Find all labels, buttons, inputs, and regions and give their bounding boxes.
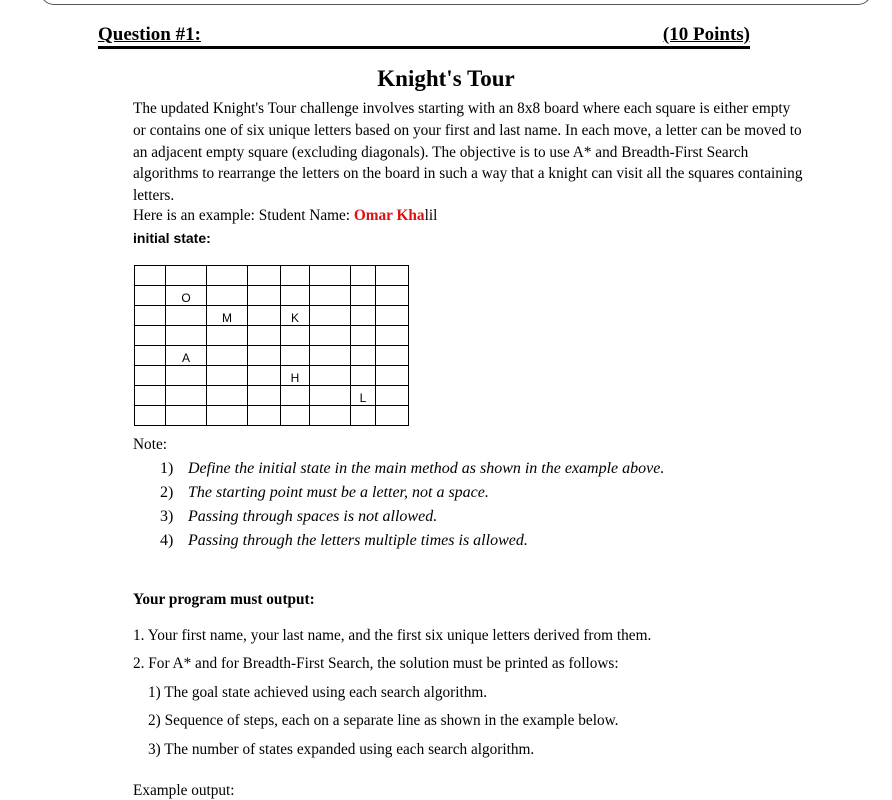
board-cell — [135, 386, 166, 406]
board-cell — [166, 266, 207, 286]
initial-state-label: initial state: — [133, 230, 211, 246]
board-cell — [248, 306, 281, 326]
board-cell — [135, 406, 166, 426]
document-title: Knight's Tour — [377, 66, 515, 91]
board-cell — [166, 406, 207, 426]
sub-requirement-item: 3) The number of states expanded using each search algorithm. — [148, 741, 535, 758]
requirement-item: 1. Your first name, your last name, and the first six unique letters derived from them. — [133, 627, 652, 644]
board-cell — [376, 406, 409, 426]
board-cell — [281, 346, 310, 366]
board-cell — [351, 346, 376, 366]
board-cell — [281, 286, 310, 306]
board-cell — [376, 366, 409, 386]
board-cell — [207, 326, 248, 346]
note-text: Passing through the letters multiple times is allowed. — [188, 532, 528, 549]
board-cell — [248, 346, 281, 366]
board-cell — [281, 406, 310, 426]
board-cell — [207, 386, 248, 406]
sub-requirement-item: 1) The goal state achieved using each search algorithm. — [148, 684, 488, 701]
board-cell — [135, 366, 166, 386]
intro-paragraph: The updated Knight's Tour challenge involves starting with an 8x8 board where each square is either empty or contains one of six unique letters based on your first and last name. In each move, a letter can be moved to an adjacent empty square (excluding diagonals). The objective is to use A* and Breadth-First Search algorithms to rearrange the letters on the board in such a way that a knight can visit all the squares containing letters. — [133, 100, 803, 205]
example-suffix: lil — [424, 207, 438, 224]
board-cell — [248, 326, 281, 346]
board-cell — [166, 326, 207, 346]
note-text: The starting point must be a letter, not a space. — [188, 484, 489, 501]
board-cell — [351, 266, 376, 286]
page-frame — [40, 0, 872, 5]
requirement-item: 2. For A* and for Breadth-First Search, the solution must be printed as follows: — [133, 655, 619, 672]
board-cell — [376, 346, 409, 366]
sub-requirement-item: 2) Sequence of steps, each on a separate line as shown in the example below. — [148, 712, 619, 729]
board-cell — [135, 346, 166, 366]
board-cell — [351, 326, 376, 346]
board-cell — [135, 326, 166, 346]
output-heading: Your program must output: — [133, 591, 315, 608]
board-cell — [310, 266, 351, 286]
board-cell: M — [207, 306, 248, 326]
board-cell — [351, 366, 376, 386]
note-item — [160, 531, 664, 555]
board-cell — [310, 386, 351, 406]
board-cell: A — [166, 346, 207, 366]
board-cell — [166, 386, 207, 406]
board-row — [135, 306, 409, 326]
note-number: 3) — [160, 508, 174, 525]
question-points: (10 Points) — [662, 24, 750, 45]
note-text: Define the initial state in the main method as shown in the example above. — [188, 460, 665, 477]
board-cell — [351, 306, 376, 326]
board-cell — [281, 266, 310, 286]
board-cell — [376, 286, 409, 306]
note-label: Note: — [133, 436, 167, 453]
board-cell — [248, 386, 281, 406]
board-cell: K — [281, 306, 310, 326]
question-header — [98, 24, 750, 49]
board-row — [135, 346, 409, 366]
example-line — [133, 207, 437, 225]
board-cell — [351, 286, 376, 306]
board-row — [135, 366, 409, 386]
note-text: Passing through spaces is not allowed. — [188, 508, 438, 525]
board-cell: L — [351, 386, 376, 406]
board-row — [135, 286, 409, 306]
board-cell — [310, 406, 351, 426]
board-cell — [310, 346, 351, 366]
board-cell: O — [166, 286, 207, 306]
board-cell — [207, 406, 248, 426]
board-cell — [248, 286, 281, 306]
board-cell — [376, 266, 409, 286]
note-item — [160, 507, 664, 531]
board-cell — [310, 286, 351, 306]
notes-list — [160, 459, 664, 555]
board-cell — [166, 366, 207, 386]
board-cell — [207, 366, 248, 386]
board-cell — [248, 266, 281, 286]
board-row — [135, 406, 409, 426]
board-cell — [207, 266, 248, 286]
initial-state-board — [134, 265, 409, 426]
board-cell — [207, 346, 248, 366]
board-cell — [310, 326, 351, 346]
board-cell — [135, 266, 166, 286]
board-cell: H — [281, 366, 310, 386]
board-row — [135, 326, 409, 346]
note-number: 4) — [160, 532, 174, 549]
board-cell — [166, 306, 207, 326]
board-cell — [135, 286, 166, 306]
board-cell — [310, 306, 351, 326]
board-cell — [207, 286, 248, 306]
board-cell — [135, 306, 166, 326]
board-cell — [248, 366, 281, 386]
note-number: 2) — [160, 484, 174, 501]
board-cell — [376, 326, 409, 346]
board-cell — [281, 326, 310, 346]
board-cell — [248, 406, 281, 426]
board-row — [135, 386, 409, 406]
example-name-highlight: Omar Kha — [353, 207, 425, 224]
board-cell — [376, 306, 409, 326]
board-cell — [310, 366, 351, 386]
truncated-next-line: Example output: — [133, 782, 235, 799]
question-title: Question #1: — [98, 24, 201, 45]
board-cell — [376, 386, 409, 406]
board-cell — [351, 406, 376, 426]
board-cell — [281, 386, 310, 406]
note-item — [160, 483, 664, 507]
note-number: 1) — [160, 460, 174, 477]
note-item — [160, 459, 664, 483]
board-row — [135, 266, 409, 286]
example-prefix: Here is an example: Student Name: — [133, 207, 354, 224]
